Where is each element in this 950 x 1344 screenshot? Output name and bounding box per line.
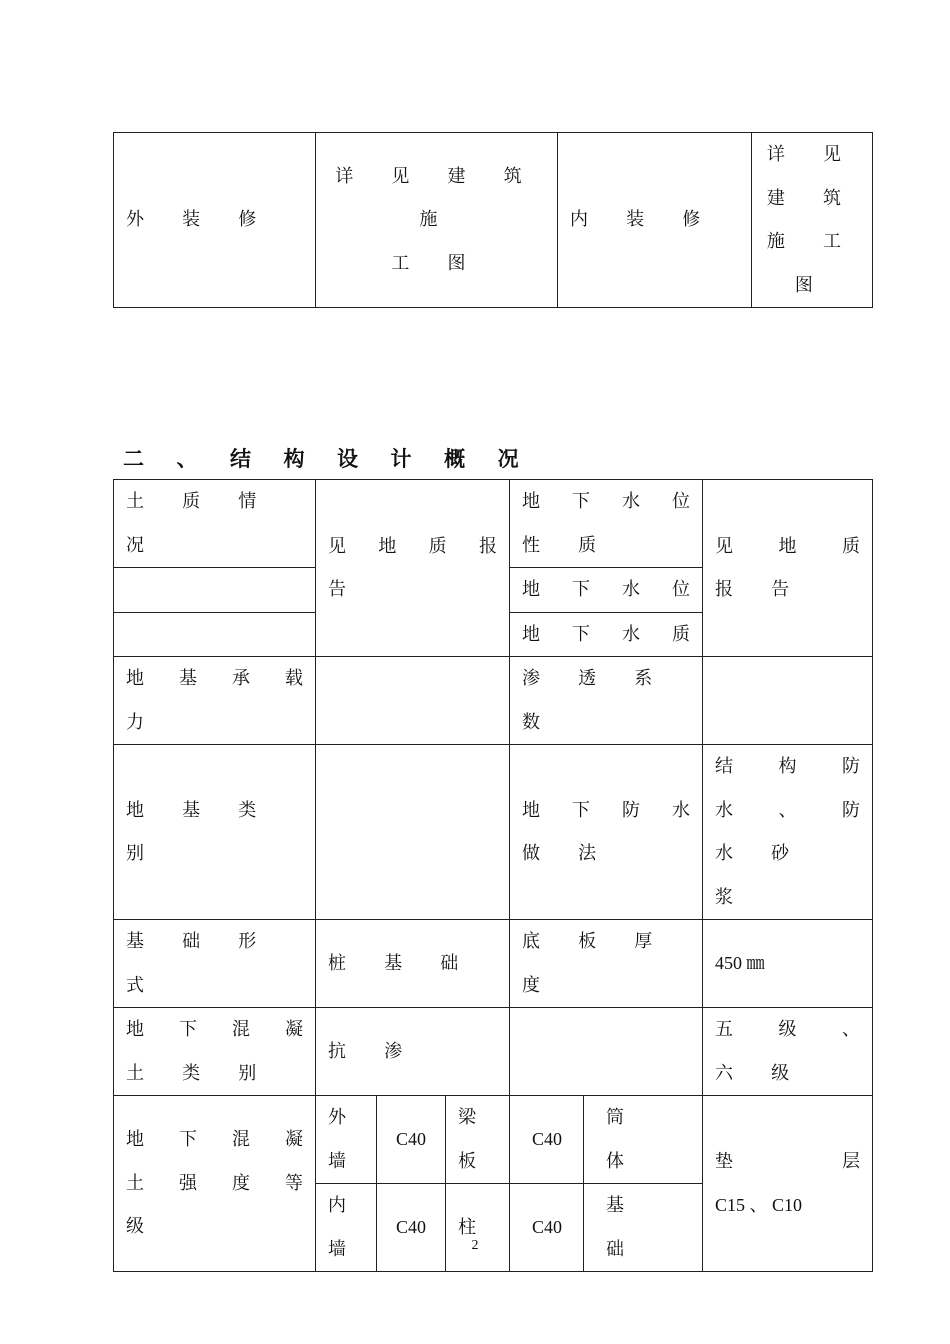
page-number: 2 <box>471 1238 479 1253</box>
interior-label: 内 装 修 <box>558 133 752 308</box>
decoration-table <box>113 132 873 308</box>
concrete-type-value: 抗 渗 <box>316 1008 510 1096</box>
blank-cell <box>114 612 316 657</box>
foundation-category-label: 地 基 类 别 <box>114 745 316 920</box>
inner-wall-value: C40 <box>377 1184 446 1272</box>
base-form-value: 桩 基 础 <box>316 920 510 1008</box>
exterior-value: 详 见 建 筑 施 工 图 <box>316 133 558 308</box>
concrete-type-label: 地 下 混 凝 土 类 别 <box>114 1008 316 1096</box>
outer-wall-value: C40 <box>377 1096 446 1184</box>
bearing-label: 地 基 承 载 力 <box>114 657 316 745</box>
beam-slab-value: C40 <box>510 1096 584 1184</box>
groundwater-level-label: 地 下 水 位 <box>510 568 703 613</box>
permeability-value <box>703 657 873 745</box>
interior-value: 详 见 建 筑 施 工 图 <box>752 133 873 308</box>
foundation-label: 基 础 <box>584 1184 703 1272</box>
waterproof-value: 结 构 防 水 、 防 水 砂 浆 <box>703 745 873 920</box>
section-title: 二 、 结 构 设 计 概 况 <box>123 446 532 471</box>
core-label: 筒 体 <box>584 1096 703 1184</box>
slab-thickness-label: 底 板 厚 度 <box>510 920 703 1008</box>
permeability-label: 渗 透 系 数 <box>510 657 703 745</box>
inner-wall-label: 内 墙 <box>316 1184 377 1272</box>
structure-table <box>113 479 873 1272</box>
outer-wall-label: 外 墙 <box>316 1096 377 1184</box>
slab-thickness-value: 450 ㎜ <box>703 920 873 1008</box>
beam-slab-label: 梁 板 <box>446 1096 510 1184</box>
exterior-label: 外 装 修 <box>114 133 316 308</box>
blank-cell <box>114 568 316 613</box>
groundwater-value: 见 地 质 报 告 <box>703 480 873 657</box>
base-form-label: 基 础 形 式 <box>114 920 316 1008</box>
strength-label: 地 下 混 凝 土 强 度 等 级 <box>114 1096 316 1272</box>
soil-label: 土 质 情 况 <box>114 480 316 568</box>
bearing-value <box>316 657 510 745</box>
concrete-grade-value: 五 级 、 六 级 <box>703 1008 873 1096</box>
groundwater-nature-label: 地 下 水 位 性 质 <box>510 480 703 568</box>
blank-cell <box>510 1008 703 1096</box>
column-value: C40 <box>510 1184 584 1272</box>
foundation-category-value <box>316 745 510 920</box>
waterproof-label: 地 下 防 水 做 法 <box>510 745 703 920</box>
soil-value: 见 地 质 报 告 <box>316 480 510 657</box>
groundwater-quality-label: 地 下 水 质 <box>510 612 703 657</box>
cushion-value: 垫 层 C15 、 C10 <box>703 1096 873 1272</box>
column-label: 柱 <box>446 1184 510 1272</box>
